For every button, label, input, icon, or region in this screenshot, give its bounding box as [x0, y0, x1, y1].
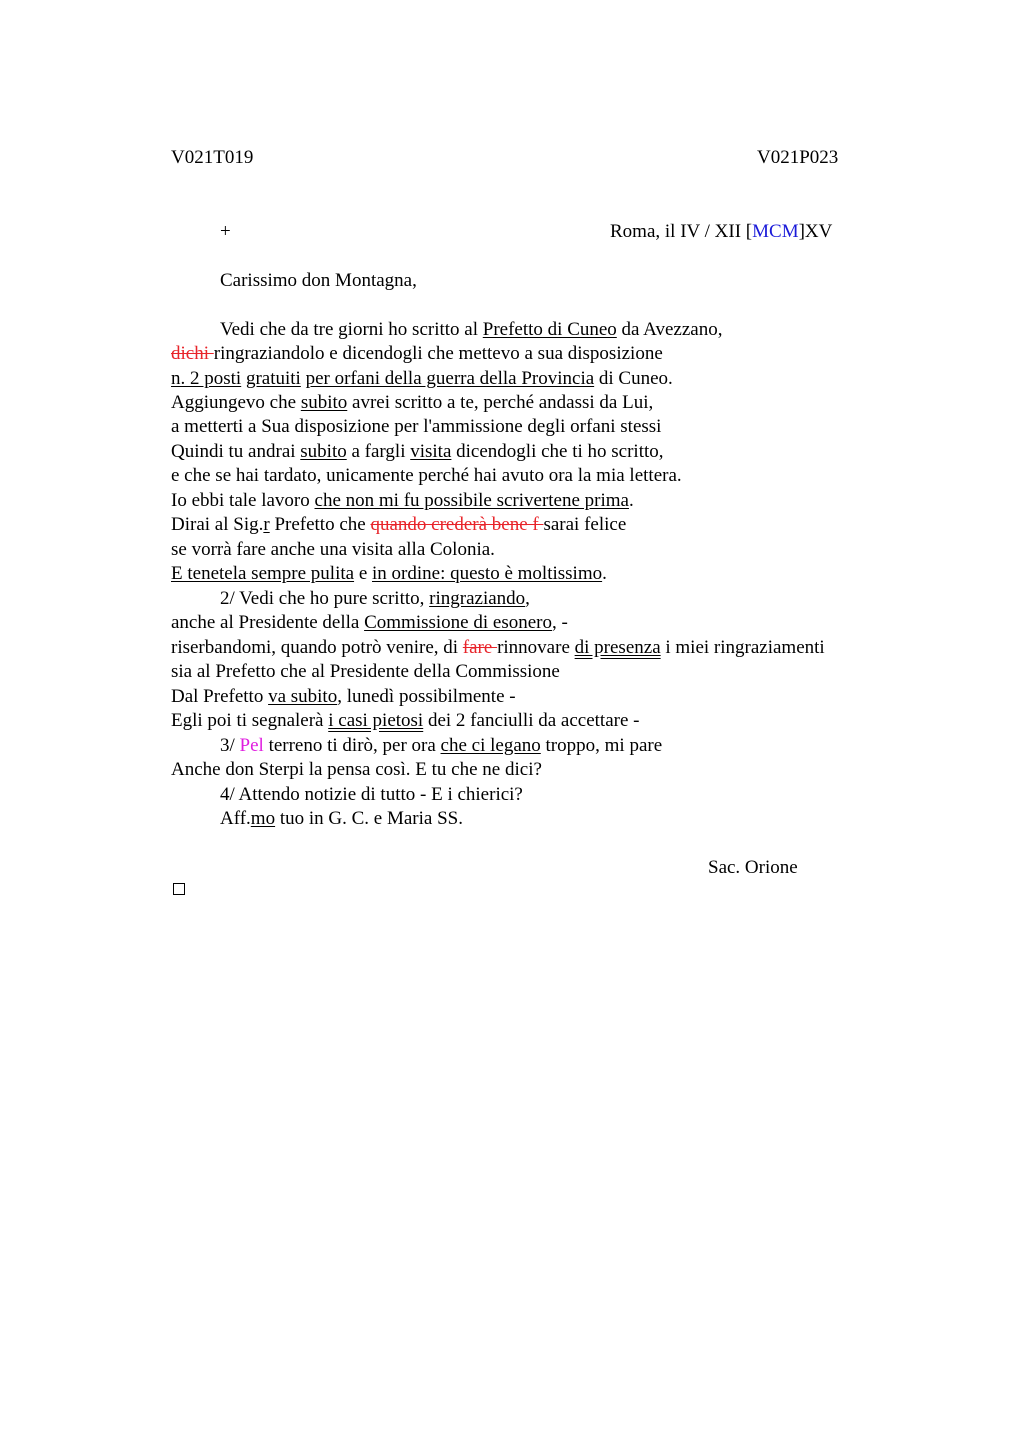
text-segment: riserbandomi, quando potrò venire, di	[171, 637, 463, 658]
deleted-text: quando crederà bene f	[370, 514, 544, 535]
double-underlined-text: i casi pietosi	[328, 710, 424, 731]
text-segment: dicendogli che ti ho scritto,	[451, 441, 664, 462]
text-segment: Quindi tu andrai	[171, 441, 301, 462]
text-segment: a metterti a Sua disposizione per l'ammissione degli orfani stessi	[171, 416, 662, 437]
underlined-text: subito	[300, 392, 348, 413]
letter-line-12	[220, 588, 530, 610]
text-segment: rinnovare	[497, 637, 575, 658]
text-segment: Prefetto che	[269, 514, 371, 535]
text-segment: e che se hai tardato, unicamente perché hai avuto ora la mia lettera.	[171, 465, 682, 486]
letter-line-7	[171, 465, 682, 487]
underlined-text: va subito	[268, 686, 338, 707]
letter-line-6	[171, 441, 664, 463]
text-segment: i miei ringraziamenti	[660, 637, 825, 658]
document-code-left: V021T019	[171, 147, 254, 168]
text-segment: a fargli	[346, 441, 411, 462]
underlined-text: n. 2 posti	[171, 368, 242, 389]
letter-line-16	[171, 686, 516, 708]
text-segment: tuo in G. C. e Maria SS.	[275, 808, 463, 829]
text-segment: di Cuneo.	[594, 368, 673, 389]
letter-line-9	[171, 514, 626, 536]
text-segment: 4/ Attendo notizie di tutto - E i chierici?	[220, 784, 523, 805]
place-date	[610, 221, 832, 243]
letter-line-19	[171, 759, 542, 781]
text-segment: Vedi che da tre giorni ho scritto al	[220, 319, 483, 340]
letter-line-3	[171, 368, 673, 390]
underlined-text: per orfani della guerra della Provincia	[305, 368, 595, 389]
text-segment: , lunedì possibilmente -	[337, 686, 516, 707]
letter-line-14	[171, 637, 825, 659]
letter-line-18	[220, 735, 662, 757]
letter-line-17	[171, 710, 639, 732]
text-segment: troppo, mi pare	[540, 735, 663, 756]
cross-mark: +	[220, 221, 231, 242]
text-segment: 2/ Vedi che ho pure scritto,	[220, 588, 430, 609]
variant-text: Pel	[239, 735, 264, 756]
underlined-text: mo	[250, 808, 276, 829]
signature: Sac. Orione	[708, 857, 798, 878]
text-segment: terreno ti dirò, per ora	[263, 735, 441, 756]
underlined-text: gratuiti	[245, 368, 301, 389]
letter-line-2	[171, 343, 663, 365]
text-segment: Egli poi ti segnalerà	[171, 710, 329, 731]
underlined-text: ringraziando	[429, 588, 526, 609]
text-segment: Aff.	[220, 808, 251, 829]
text-segment: .	[628, 490, 634, 511]
underlined-text: E tenetela sempre pulita	[171, 563, 355, 584]
underlined-text: Commissione di esonero	[364, 612, 552, 633]
text-segment: da Avezzano,	[616, 319, 723, 340]
underlined-text: subito	[300, 441, 347, 462]
letter-line-15	[171, 661, 560, 683]
text-segment: Dirai al Sig.	[171, 514, 264, 535]
text-segment: , -	[551, 612, 568, 633]
text-segment: anche al Presidente della	[171, 612, 365, 633]
text-segment: avrei scritto a te, perché andassi da Lui,	[347, 392, 654, 413]
document-code-right: V021P023	[757, 147, 839, 168]
underlined-text: visita	[410, 441, 452, 462]
letter-line-20	[220, 784, 523, 806]
text-segment: sia al Prefetto che al Presidente della Commissione	[171, 661, 560, 682]
letter-line-8	[171, 490, 634, 512]
letter-line-5	[171, 416, 661, 438]
text-segment: Aggiungevo che	[171, 392, 301, 413]
underlined-text: in ordine: questo è moltissimo	[372, 563, 603, 584]
text-segment: dei 2 fanciulli da accettare -	[423, 710, 640, 731]
place-date-suffix: ]XV	[798, 221, 833, 242]
text-segment: sarai felice	[543, 514, 627, 535]
text-segment: Dal Prefetto	[171, 686, 269, 707]
letter-line-13	[171, 612, 568, 634]
text-segment: ringraziandolo e dicendogli che mettevo a sua disposizione	[213, 343, 663, 364]
letter-line-1	[220, 319, 722, 341]
underlined-text: Prefetto di Cuneo	[482, 319, 617, 340]
text-segment: Io ebbi tale lavoro	[171, 490, 315, 511]
underlined-text: r	[263, 514, 270, 535]
deleted-text: fare	[462, 637, 498, 658]
text-segment: 3/	[220, 735, 240, 756]
letter-line-4	[171, 392, 653, 414]
closing-line	[220, 808, 463, 830]
text-segment: se vorrà fare anche una visita alla Colonia.	[171, 539, 495, 560]
text-segment: ,	[525, 588, 530, 609]
double-underlined-text: di presenza	[574, 637, 661, 658]
letter-line-11	[171, 563, 607, 585]
text-segment: e	[354, 563, 372, 584]
underlined-text: che ci legano	[440, 735, 541, 756]
greeting: Carissimo don Montagna,	[220, 270, 417, 291]
end-of-document-box-icon	[173, 883, 185, 895]
text-segment: .	[602, 563, 607, 584]
underlined-text: che non mi fu possibile scrivertene prima	[314, 490, 629, 511]
text-segment: Anche don Sterpi la pensa così. E tu che ne dici?	[171, 759, 542, 780]
letter-line-10	[171, 539, 495, 561]
deleted-text: dichi	[171, 343, 214, 364]
place-date-editorial-addition: MCM	[752, 221, 799, 242]
place-date-prefix: Roma, il IV / XII [	[610, 221, 753, 242]
